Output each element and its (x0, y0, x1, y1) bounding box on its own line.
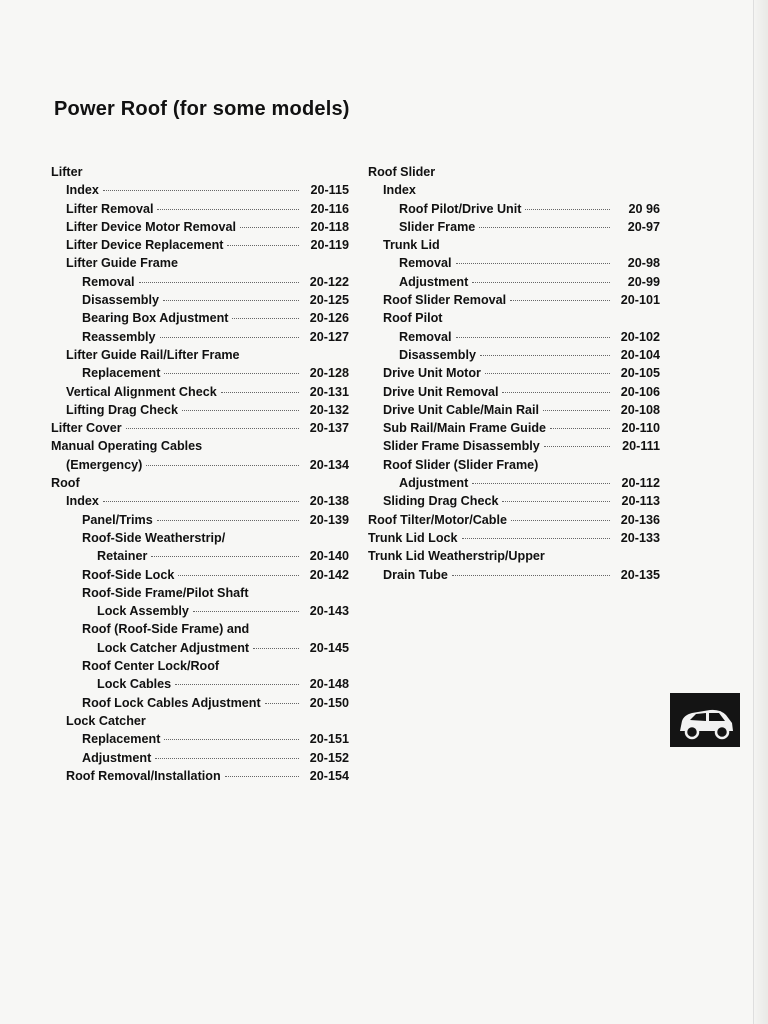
toc-entry-label: Slider Frame (399, 219, 476, 234)
toc-entry (51, 200, 349, 218)
toc-entry-label: Removal (399, 256, 452, 271)
toc-entry (51, 163, 349, 181)
toc-entry-label: Removal (82, 274, 135, 289)
toc-entry-label: Sliding Drag Check (383, 494, 499, 509)
toc-entry (51, 694, 349, 712)
toc-entry-page: 20-112 (621, 476, 660, 491)
toc-entry-label: Roof Lock Cables Adjustment (82, 695, 261, 710)
dot-leader (157, 208, 299, 210)
dot-leader (164, 372, 299, 374)
toc-entry-page: 20-116 (310, 201, 349, 216)
toc-entry (368, 346, 660, 364)
dot-leader (502, 500, 610, 502)
dot-leader (472, 482, 610, 484)
dot-leader (485, 372, 610, 374)
toc-entry-label: Removal (399, 329, 452, 344)
toc-entry-label: Lock Assembly (97, 604, 189, 619)
toc-entry-page: 20-143 (309, 604, 349, 619)
dot-leader (265, 702, 299, 704)
toc-entry (368, 456, 660, 474)
toc-entry-page: 20-98 (627, 256, 660, 271)
dot-leader (456, 336, 611, 338)
toc-entry-page: 20-113 (621, 494, 660, 509)
toc-entry (368, 437, 660, 455)
toc-entry-page: 20-135 (620, 567, 660, 582)
dot-leader (221, 391, 299, 393)
dot-leader (178, 574, 299, 576)
toc-entry (368, 364, 660, 382)
toc-entry-page: 20-125 (309, 293, 349, 308)
toc-entry-page: 20-148 (309, 677, 349, 692)
toc-entry-page: 20-108 (620, 402, 660, 417)
toc-entry-label: Lifter Guide Frame (66, 256, 178, 271)
toc-entry-page: 20-131 (309, 384, 349, 399)
toc-entry-label: Bearing Box Adjustment (82, 311, 229, 326)
dot-leader (103, 189, 299, 191)
toc-entry (368, 181, 660, 199)
dot-leader (225, 775, 299, 777)
toc-entry-label: Disassembly (82, 293, 160, 308)
toc-entry-label: Roof Slider (368, 165, 436, 179)
dot-leader (511, 519, 610, 521)
toc-entry-page: 20-127 (309, 329, 349, 344)
toc-entry-page: 20-140 (309, 549, 349, 564)
toc-entry (368, 328, 660, 346)
toc-entry (368, 474, 660, 492)
toc-entry (51, 566, 349, 584)
dot-leader (163, 299, 299, 301)
toc-entry (51, 547, 349, 565)
dot-leader (472, 281, 610, 283)
toc-entry-page: 20-136 (620, 512, 660, 527)
toc-entry (51, 749, 349, 767)
dot-leader (502, 391, 610, 393)
toc-entry (51, 456, 349, 474)
toc-entry-label: Trunk Lid Weatherstrip/Upper (368, 549, 545, 564)
toc-entry-label: Adjustment (399, 476, 469, 491)
dot-leader (139, 281, 300, 283)
toc-entry-label: Roof Center Lock/Roof (82, 659, 220, 674)
toc-entry (51, 474, 349, 492)
toc-entry-page: 20-122 (309, 274, 349, 289)
toc-entry-label: Index (383, 183, 416, 198)
toc-entry (368, 511, 660, 529)
toc-entry (51, 346, 349, 364)
toc-entry (368, 236, 660, 254)
toc-entry-label: Lifter Removal (66, 201, 154, 216)
toc-entry-label: Lifter (51, 165, 83, 179)
dot-leader (160, 336, 299, 338)
toc-entry-page: 20-151 (309, 732, 349, 747)
toc-entry-label: Lifter Device Motor Removal (66, 219, 237, 234)
toc-entry-page: 20-137 (309, 421, 349, 436)
toc-entry-label: Index (66, 494, 99, 509)
toc-entry-page: 20-142 (309, 567, 349, 582)
toc-entry-label: Adjustment (399, 274, 469, 289)
toc-entry-label: Drive Unit Removal (383, 384, 499, 399)
toc-entry-label: Vertical Alignment Check (66, 384, 217, 399)
dot-leader (253, 647, 299, 649)
toc-entry (368, 273, 660, 291)
dot-leader (126, 427, 299, 429)
toc-entry-label: Manual Operating Cables (51, 439, 203, 454)
toc-entry-page: 20 96 (628, 201, 660, 216)
toc-entry-page: 20-128 (309, 366, 349, 381)
toc-entry-page: 20-99 (627, 274, 660, 289)
dot-leader (456, 262, 611, 264)
toc-entry-label: Index (66, 183, 99, 198)
toc-entry-label: Roof Pilot (383, 311, 443, 326)
toc-entry-page: 20-126 (309, 311, 349, 326)
dot-leader (232, 317, 299, 319)
toc-entry-page: 20-101 (620, 293, 660, 308)
toc-entry (51, 364, 349, 382)
dot-leader (164, 738, 299, 740)
toc-entry-page: 20-97 (627, 219, 660, 234)
toc-entry-label: Roof Slider Removal (383, 293, 507, 308)
dot-leader (462, 537, 610, 539)
toc-entry-page: 20-105 (620, 366, 660, 381)
toc-entry (368, 309, 660, 327)
toc-entry-label: Drain Tube (383, 567, 448, 582)
toc-entry-page: 20-134 (309, 457, 349, 472)
toc-entry (51, 218, 349, 236)
toc-entry (51, 529, 349, 547)
dot-leader (103, 500, 299, 502)
toc-entry (368, 218, 660, 236)
dot-leader (157, 519, 299, 521)
toc-right-column (368, 163, 660, 584)
toc-entry-page: 20-111 (622, 439, 660, 454)
toc-entry-label: Lifter Cover (51, 421, 122, 436)
toc-entry-label: Lock Catcher (66, 713, 146, 728)
toc-entry-label: (Emergency) (66, 457, 143, 472)
toc-entry (51, 602, 349, 620)
toc-entry-label: Trunk Lid Lock (368, 530, 458, 545)
toc-entry (368, 200, 660, 218)
dot-leader (479, 226, 610, 228)
toc-entry (51, 309, 349, 327)
dot-leader (193, 610, 299, 612)
toc-entry-page: 20-106 (620, 384, 660, 399)
toc-entry (368, 566, 660, 584)
toc-entry (51, 730, 349, 748)
toc-entry (368, 419, 660, 437)
toc-entry-label: Drive Unit Cable/Main Rail (383, 402, 540, 417)
toc-entry-label: Roof (51, 476, 80, 491)
toc-entry-label: Reassembly (82, 329, 156, 344)
toc-entry (368, 492, 660, 510)
toc-entry (368, 163, 660, 181)
toc-entry-label: Roof-Side Lock (82, 567, 175, 582)
toc-entry (368, 383, 660, 401)
toc-entry-label: Replacement (82, 366, 161, 381)
toc-entry-page: 20-139 (309, 512, 349, 527)
toc-entry-label: Roof (Roof-Side Frame) and (82, 622, 250, 637)
toc-entry-page: 20-152 (309, 750, 349, 765)
toc-entry-label: Panel/Trims (82, 512, 153, 527)
toc-entry-label: Replacement (82, 732, 161, 747)
toc-entry-page: 20-110 (621, 421, 660, 436)
dot-leader (182, 409, 299, 411)
toc-entry-page: 20-150 (309, 695, 349, 710)
toc-entry-label: Roof Tilter/Motor/Cable (368, 512, 507, 527)
toc-entry-page: 20-104 (620, 347, 660, 362)
toc-entry (51, 767, 349, 785)
toc-entry-label: Slider Frame Disassembly (383, 439, 540, 454)
toc-entry-label: Disassembly (399, 347, 477, 362)
toc-entry-label: Lock Cables (97, 677, 172, 692)
toc-entry (51, 712, 349, 730)
toc-entry (51, 511, 349, 529)
page-title: Power Roof (for some models) (54, 98, 350, 120)
toc-entry (51, 181, 349, 199)
toc-entry-page: 20-115 (310, 183, 349, 198)
toc-entry-label: Roof Pilot/Drive Unit (399, 201, 522, 216)
dot-leader (480, 354, 610, 356)
toc-entry-label: Roof-Side Weatherstrip/ (82, 530, 226, 545)
toc-entry-label: Lifter Guide Rail/Lifter Frame (66, 347, 240, 362)
toc-entry (51, 291, 349, 309)
toc-entry-page: 20-145 (309, 640, 349, 655)
toc-entry-label: Lifter Device Replacement (66, 238, 224, 253)
toc-entry-label: Lock Catcher Adjustment (97, 640, 250, 655)
dot-leader (146, 464, 299, 466)
dot-leader (544, 445, 610, 447)
toc-entry-label: Drive Unit Motor (383, 366, 481, 381)
dot-leader (227, 244, 299, 246)
dot-leader (525, 208, 610, 210)
dot-leader (543, 409, 610, 411)
toc-entry (368, 547, 660, 565)
toc-entry (51, 273, 349, 291)
toc-entry (368, 529, 660, 547)
toc-entry (51, 492, 349, 510)
toc-entry (51, 383, 349, 401)
toc-entry (51, 419, 349, 437)
toc-entry-page: 20-118 (310, 219, 349, 234)
toc-entry-label: Sub Rail/Main Frame Guide (383, 421, 547, 436)
toc-entry (51, 639, 349, 657)
toc-entry-page: 20-133 (620, 530, 660, 545)
page-edge (753, 0, 768, 1024)
toc-entry (51, 254, 349, 272)
toc-entry (51, 328, 349, 346)
toc-left-column (51, 163, 349, 785)
toc-entry (51, 675, 349, 693)
dot-leader (155, 757, 299, 759)
toc-entry-page: 20-138 (309, 494, 349, 509)
dot-leader (151, 555, 299, 557)
toc-entry-label: Roof Removal/Installation (66, 768, 221, 783)
toc-entry (51, 437, 349, 455)
toc-entry (51, 657, 349, 675)
toc-entry-label: Lifting Drag Check (66, 402, 178, 417)
section-badge (670, 693, 740, 747)
toc-entry-page: 20-102 (620, 329, 660, 344)
toc-entry (368, 401, 660, 419)
toc-entry-label: Retainer (97, 549, 148, 564)
toc-entry-label: Roof Slider (Slider Frame) (383, 457, 539, 472)
dot-leader (175, 683, 299, 685)
toc-entry-page: 20-132 (309, 402, 349, 417)
toc-entry (368, 254, 660, 272)
toc-entry (51, 620, 349, 638)
toc-entry-page: 20-119 (310, 238, 349, 253)
dot-leader (452, 574, 610, 576)
toc-entry-page: 20-154 (309, 768, 349, 783)
dot-leader (240, 226, 299, 228)
toc-entry (368, 291, 660, 309)
toc-entry (51, 236, 349, 254)
toc-entry-label: Adjustment (82, 750, 152, 765)
dot-leader (510, 299, 610, 301)
toc-entry-label: Trunk Lid (383, 238, 440, 253)
toc-entry (51, 401, 349, 419)
car-icon (670, 693, 740, 747)
dot-leader (550, 427, 610, 429)
toc-entry-label: Roof-Side Frame/Pilot Shaft (82, 585, 249, 600)
toc-entry (51, 584, 349, 602)
